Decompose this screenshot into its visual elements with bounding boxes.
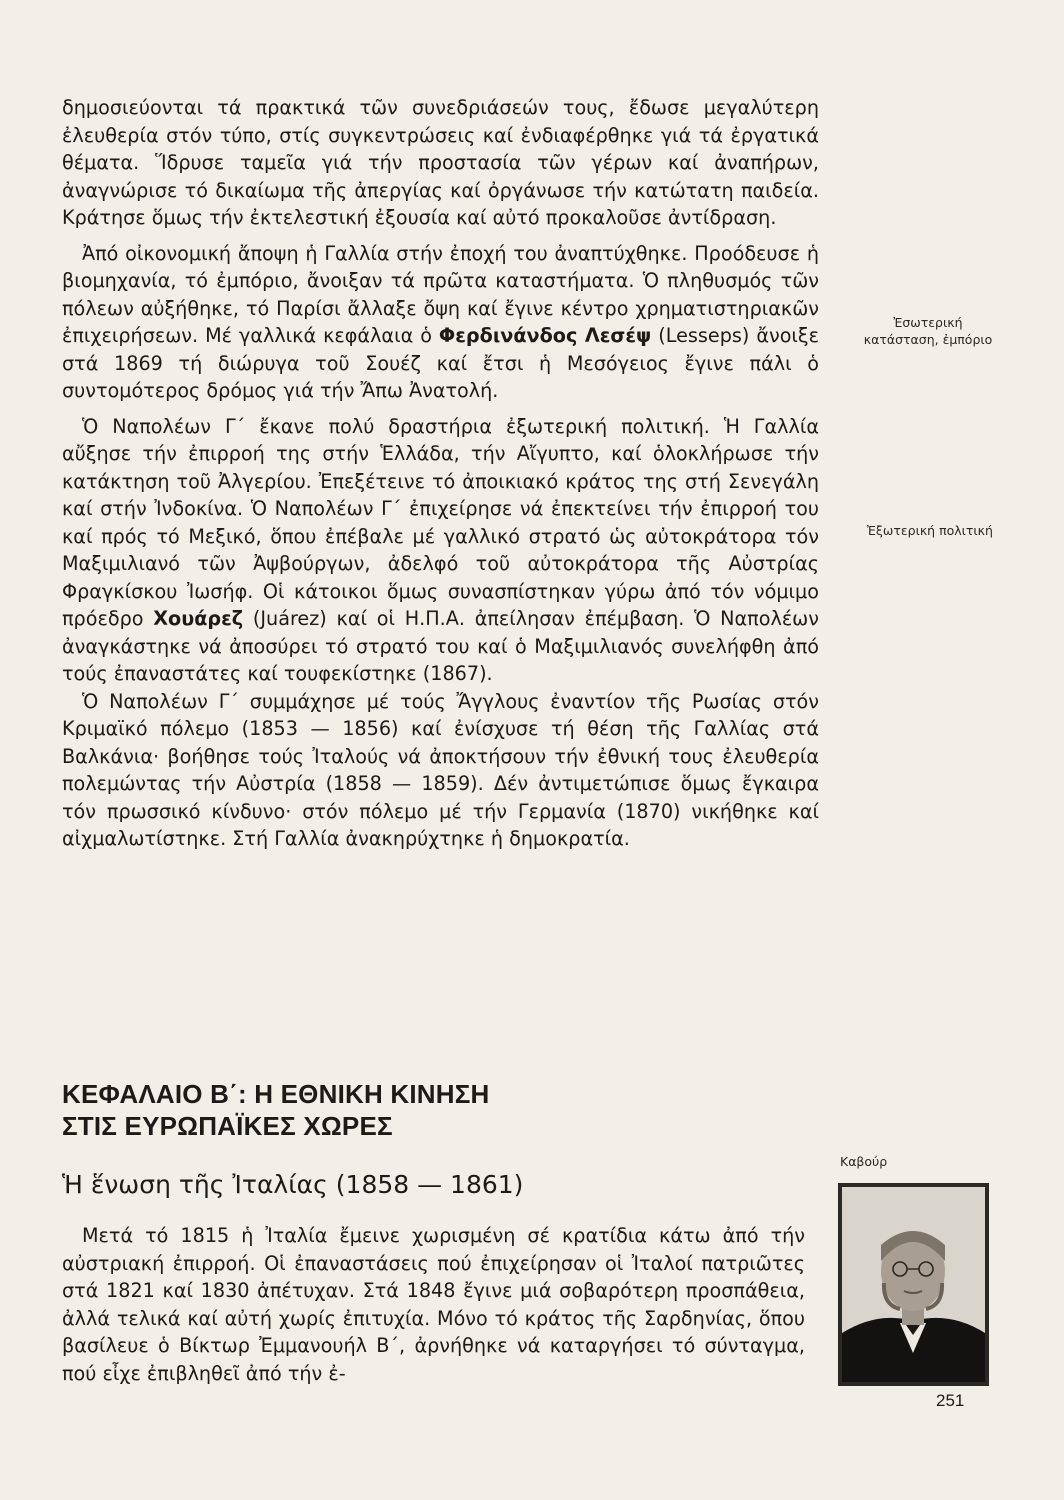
- page-number: 251: [936, 1391, 965, 1410]
- paragraph-economy-text-a: Ἀπό οἰκονομική ἄποψη ἡ Γαλλία στήν ἐποχή του ἀναπτύχθηκε. Προόδευσε ἡ βιομηχανία, τό ἐμπόριο, ἄνοιξαν τά πρῶτα καταστήματα. Ὁ πληθυσμός τῶν πόλεων αὐξήθηκε, τό Παρίσι ἄλλαξε ὄψη καί ἔγινε κέντρο χρηματιστηριακῶν ἐπιχειρήσεων. Μέ γαλλικά κεφάλαια ὁ: [62, 241, 819, 347]
- margin-note-domestic: [838, 314, 1018, 348]
- chapter-heading-line1: ΚΕΦΑΛΑΙΟ Β΄: Η ΕΘΝΙΚΗ ΚΙΝΗΣΗ: [62, 1079, 490, 1109]
- margin-note-foreign: Ἐξωτερική πολιτική: [867, 523, 993, 538]
- paragraph-economy: [62, 240, 819, 405]
- paragraph-domestic-reforms: δημοσιεύονται τά πρακτικά τῶν συνεδριάσεών τους, ἔδωσε μεγαλύτερη ἐλευθερία στόν τύπο, στίς συγκεντρώσεις καί ἐνδιαφέρθηκε γιά τά ἐργατικά θέματα. Ἵδρυσε ταμεῖα γιά τήν προστασία τῶν γέρων καί ἀναπήρων, ἀναγνώρισε τό δικαίωμα τῆς ἀπεργίας καί ὀργάνωσε τήν κατώτατη παιδεία. Κράτησε ὅμως τήν ἐκτελεστική ἐξουσία καί αὐτό προκαλοῦσε ἀντίδραση.: [62, 96, 819, 229]
- chapter-heading: [62, 1078, 662, 1142]
- paragraph-foreign-policy-text-a: Ὁ Ναπολέων Γ΄ ἔκανε πολύ δραστήρια ἐξωτερική πολιτική. Ἡ Γαλλία αὔξησε τήν ἐπιρροή της στήν Ἑλλάδα, τήν Αἴγυπτο, καί ὁλοκλήρωσε τήν κατάκτηση τοῦ Ἀλγερίου. Ἐπεξέτεινε τό ἀποικιακό κράτος της στή Σενεγάλη καί στήν Ἰνδοκίνα. Ὁ Ναπολέων Γ΄ ἐπιχείρησε νά ἐπεκτείνει τήν ἐπιρροή του καί πρός τό Μεξικό, ὅπου ἐπέβαλε μέ γαλλικό στρατό ὡς αὐτοκράτορα τόν Μαξιμιλιανό τῶν Ἀψβούργων, ἀδελφό τοῦ αὐτοκράτορα τῆς Αὐστρίας Φραγκίσκου Ἰωσήφ. Οἱ κάτοικοι ὅμως συνασπίστηκαν γύρω ἀπό τόν νόμιμο πρόεδρο: [62, 414, 819, 630]
- chapter-heading-line2: ΣΤΙΣ ΕΥΡΩΠΑΪΚΕΣ ΧΩΡΕΣ: [62, 1111, 393, 1141]
- paragraph-crimean-war: Ὁ Ναπολέων Γ΄ συμμάχησε μέ τούς Ἄγγλους ἐναντίον τῆς Ρωσίας στόν Κριμαϊκό πόλεμο (1853 — 1856) καί ἐνίσχυσε τή θέση τῆς Γαλλίας στά Βαλκάνια· βοήθησε τούς Ἰταλούς νά ἀποκτήσουν τήν ἐθνική τους ἐλευθερία πολεμώντας τήν Αὐστρία (1858 — 1859). Δέν ἀντιμετώπισε ὅμως ἔγκαιρα τόν πρωσσικό κίνδυνο· στόν πόλεμο μέ τήν Γερμανία (1870) νικήθηκε καί αἰχμαλωτίστηκε. Στή Γαλλία ἀνακηρύχτηκε ἡ δημοκρατία.: [62, 689, 819, 850]
- paragraph-foreign-policy: [62, 413, 819, 688]
- paragraph-foreign-policy-text-b: (Juárez) καί οἱ Η.Π.Α. ἀπείλησαν ἐπέμβαση. Ὁ Ναπολέων ἀναγκάστηκε νά ἀποσύρει τό στρατό του καί ὁ Μαξιμιλιανός συνελήφθη ἀπό τούς ἐπαναστάτες καί τουφεκίστηκε (1867).: [62, 607, 819, 685]
- paragraph-italy-unification: Μετά τό 1815 ἡ Ἰταλία ἔμεινε χωρισμένη σέ κρατίδια κάτω ἀπό τήν αὐστριακή ἐπιρροή. Οἱ ἐπαναστάσεις πού ἐπιχείρησαν οἱ Ἰταλοί πατριῶτες στά 1821 καί 1830 ἀπέτυχαν. Στά 1848 ἔγινε μιά σοβαρότερη προσπάθεια, ἀλλά τελικά καί αὐτή χωρίς ἐπιτυχία. Μόνο τό κράτος τῆς Σαρδηνίας, ὅπου βασίλευε ὁ Βίκτωρ Ἐμμανουήλ Β΄, ἀρνήθηκε νά καταργήσει τό σύνταγμα, πού εἶχε ἐπιβληθεῖ ἀπό τήν ἐ-: [62, 1224, 805, 1385]
- bold-name-juarez: Χουάρεζ: [153, 607, 244, 630]
- section-text-column: [62, 1222, 805, 1387]
- section-title: Ἡ ἕνωση τῆς Ἰταλίας (1858 — 1861): [62, 1170, 524, 1199]
- paragraph-economy-text-b: (Lesseps) ἄνοιξε στά 1869 τή διώρυγα τοῦ Σουέζ καί ἔτσι ἡ Μεσόγειος ἔγινε πάλι ὁ συντομότερος δρόμος γιά τήν Ἄπω Ἀνατολή.: [62, 324, 819, 402]
- margin-note-domestic-line2: κατάσταση, ἐμπόριο: [863, 332, 993, 347]
- main-text-column: [62, 94, 819, 853]
- portrait-image: [838, 1183, 989, 1386]
- portrait-caption: Καβούρ: [840, 1154, 888, 1169]
- margin-note-domestic-line1: Ἐσωτερική: [893, 315, 963, 330]
- bold-name-lesseps: Φερδινάνδος Λεσέψ: [438, 324, 652, 347]
